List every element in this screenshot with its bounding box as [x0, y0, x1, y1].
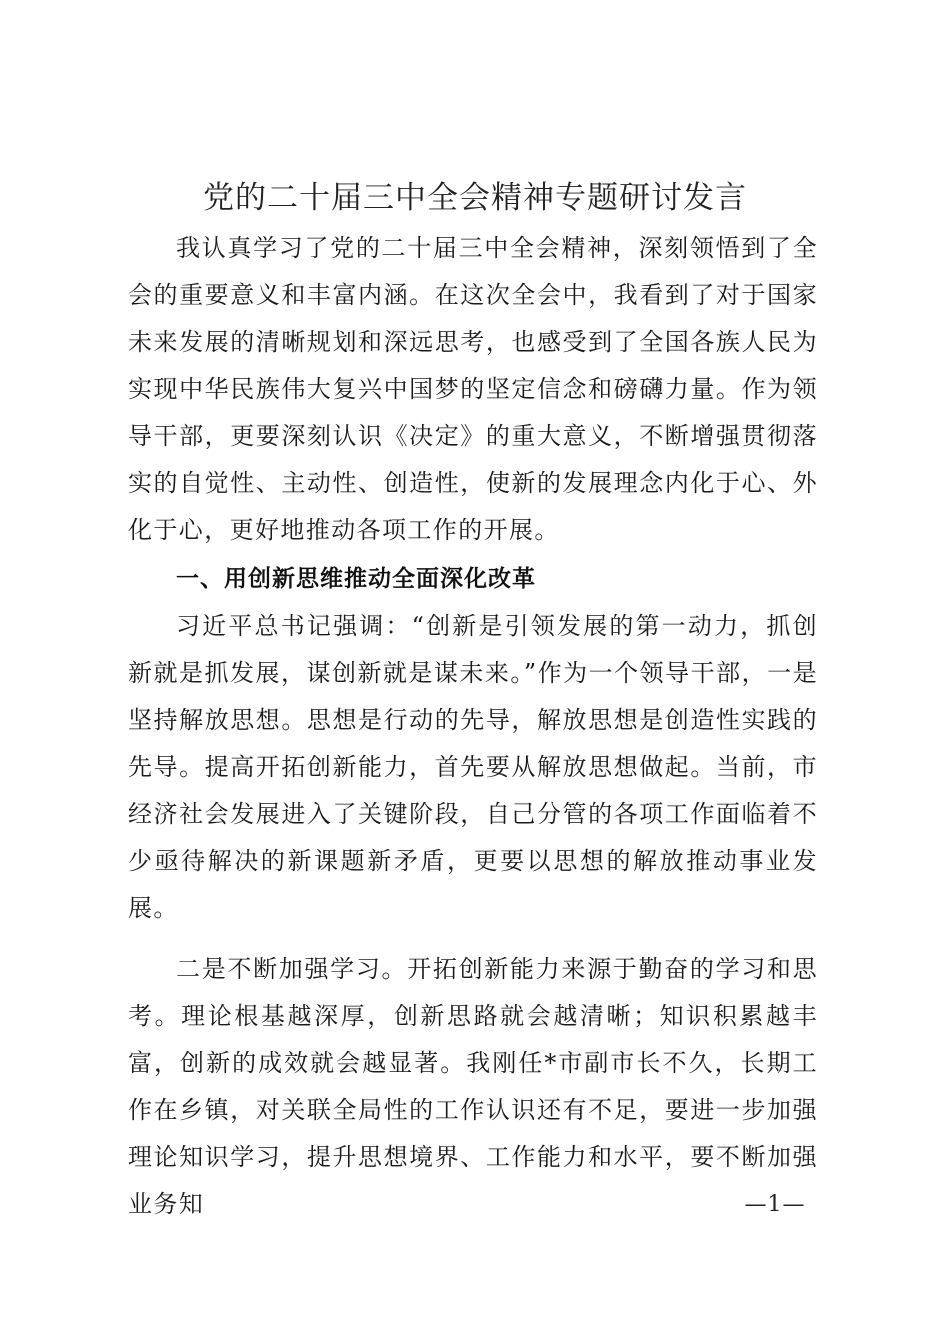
document-title: 党的二十届三中全会精神专题研讨发言: [203, 180, 747, 216]
document-body: [128, 225, 818, 1228]
section-heading-1: 一、用创新思维推动全面深化改革: [176, 566, 536, 592]
section1-paragraph-2: 二是不断加强学习。开拓创新能力来源于勤奋的学习和思考。理论根基越深厚，创新思路就会越清晰；知识积累越丰富，创新的成效就会越显著。我刚任*市副市长不久，长期工作在乡镇，对关联全局性的工作认识还有不足，要进一步加强理论知识学习，提升思想境界、工作能力和水平，要不断加强业务知: [128, 955, 818, 1218]
intro-paragraph: 我认真学习了党的二十届三中全会精神，深刻领悟到了全会的重要意义和丰富内涵。在这次全会中，我看到了对于国家未来发展的清晰规划和深远思考，也感受到了全国各族人民为实现中华民族伟大复兴中国梦的坚定信念和磅礴力量。作为领导干部，更要深刻认识《决定》的重大意义，不断增强贯彻落实的自觉性、主动性、创造性，使新的发展理念内化于心、外化于心，更好地推动各项工作的开展。: [128, 234, 818, 544]
section1-paragraph-1: 习近平总书记强调：“创新是引领发展的第一动力，抓创新就是抓发展，谋创新就是谋未来。”作为一个领导干部，一是坚持解放思想。思想是行动的先导，解放思想是创造性实践的先导。提高开拓创新能力，首先要从解放思想做起。当前，市经济社会发展进入了关键阶段，自己分管的各项工作面临着不少亟待解决的新课题新矛盾，更要以思想的解放推动事业发展。: [128, 612, 818, 922]
page-number: —1—: [744, 1192, 806, 1217]
